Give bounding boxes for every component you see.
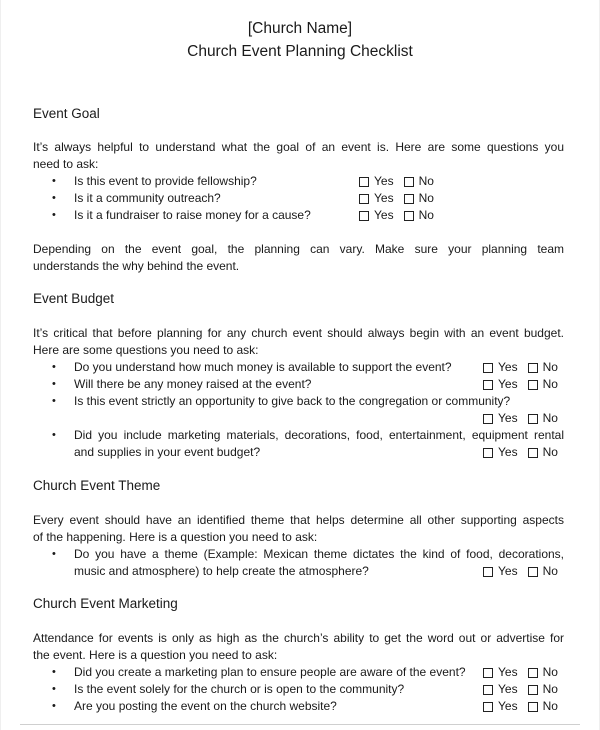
event-marketing-intro: Attendance for events is only as high as the church’s ability to get the word out or advertise for the event. Here is a question you need to ask: — [33, 631, 564, 662]
event-budget-intro: It’s critical that before planning for any church event should always begin with an event budget. Here are some questions you need to ask: — [33, 326, 564, 357]
no-checkbox[interactable] — [528, 567, 538, 577]
yes-option[interactable]: Yes — [359, 173, 394, 190]
yes-checkbox[interactable] — [483, 702, 493, 712]
yes-option[interactable]: Yes — [359, 207, 394, 224]
no-option[interactable]: No — [528, 698, 558, 715]
yes-option[interactable]: Yes — [483, 698, 518, 715]
no-option[interactable]: No — [528, 444, 558, 461]
yes-checkbox[interactable] — [359, 177, 369, 187]
yes-option[interactable]: Yes — [483, 410, 518, 427]
bullet-icon: • — [52, 192, 56, 204]
yes-no-group — [483, 664, 558, 681]
yes-option[interactable]: Yes — [483, 563, 518, 580]
no-checkbox[interactable] — [528, 668, 538, 678]
bullet-icon: • — [52, 548, 56, 560]
question-church-website: Are you posting the event on the church website? — [74, 699, 337, 713]
yes-no-group — [483, 444, 558, 461]
bullet-icon: • — [52, 700, 56, 712]
yes-checkbox[interactable] — [483, 668, 493, 678]
yes-no-group — [483, 563, 558, 580]
no-checkbox[interactable] — [528, 685, 538, 695]
no-checkbox[interactable] — [404, 194, 414, 204]
question-open-to-community: Is the event solely for the church or is open to the community? — [74, 682, 405, 696]
question-marketing-plan: Did you create a marketing plan to ensure people are aware of the event? — [74, 665, 466, 679]
no-option[interactable]: No — [404, 173, 434, 190]
question-money-raised: Will there be any money raised at the event? — [74, 377, 312, 391]
question-outreach: Is it a community outreach? — [74, 191, 221, 205]
yes-checkbox[interactable] — [359, 194, 369, 204]
question-theme: Do you have a theme (Example: Mexican theme dictates the kind of food, decorations, music and atmosphere) to help create the atmosphere? — [74, 547, 564, 578]
bullet-icon: • — [52, 378, 56, 390]
bullet-icon: • — [52, 395, 56, 407]
bullet-icon: • — [52, 209, 56, 221]
section-heading-event-theme: Church Event Theme — [33, 478, 161, 493]
yes-checkbox[interactable] — [483, 685, 493, 695]
yes-no-group — [483, 410, 558, 427]
bullet-icon: • — [52, 666, 56, 678]
yes-option[interactable]: Yes — [359, 190, 394, 207]
yes-checkbox[interactable] — [483, 414, 493, 424]
yes-no-group — [483, 376, 558, 393]
yes-no-group — [359, 173, 434, 190]
bullet-icon: • — [52, 429, 56, 441]
bullet-icon: • — [52, 361, 56, 373]
yes-no-group — [483, 698, 558, 715]
yes-checkbox[interactable] — [483, 448, 493, 458]
section-heading-event-budget: Event Budget — [33, 291, 115, 306]
no-option[interactable]: No — [528, 376, 558, 393]
no-option[interactable]: No — [528, 563, 558, 580]
no-checkbox[interactable] — [528, 363, 538, 373]
yes-option[interactable]: Yes — [483, 664, 518, 681]
yes-option[interactable]: Yes — [483, 681, 518, 698]
section-heading-event-marketing: Church Event Marketing — [33, 596, 178, 611]
bullet-icon: • — [52, 175, 56, 187]
yes-no-group — [359, 207, 434, 224]
event-theme-intro: Every event should have an identified theme that helps determine all other supporting aspects of the happening. Here is a question you need to ask: — [33, 513, 564, 544]
question-marketing-materials: Did you include marketing materials, decorations, food, entertainment, equipment rental and supplies in your event budget? — [74, 428, 564, 459]
no-checkbox[interactable] — [404, 177, 414, 187]
yes-checkbox[interactable] — [359, 211, 369, 221]
event-goal-outro: Depending on the event goal, the planning can vary. Make sure your planning team understands the why behind the event. — [33, 242, 564, 273]
yes-no-group — [359, 190, 434, 207]
yes-option[interactable]: Yes — [483, 376, 518, 393]
no-option[interactable]: No — [528, 410, 558, 427]
no-checkbox[interactable] — [528, 380, 538, 390]
question-money-available: Do you understand how much money is available to support the event? — [74, 360, 452, 374]
yes-checkbox[interactable] — [483, 567, 493, 577]
bullet-icon: • — [52, 683, 56, 695]
yes-checkbox[interactable] — [483, 380, 493, 390]
church-name: [Church Name] — [247, 20, 353, 37]
no-option[interactable]: No — [528, 359, 558, 376]
page-left-edge — [0, 0, 1, 730]
no-checkbox[interactable] — [404, 211, 414, 221]
yes-no-group — [483, 681, 558, 698]
question-fundraiser: Is it a fundraiser to raise money for a cause? — [74, 208, 311, 222]
no-option[interactable]: No — [528, 681, 558, 698]
section-heading-event-goal: Event Goal — [33, 106, 100, 121]
yes-checkbox[interactable] — [483, 363, 493, 373]
yes-no-group — [483, 359, 558, 376]
no-option[interactable]: No — [404, 207, 434, 224]
event-goal-intro: It’s always helpful to understand what the goal of an event is. Here are some questions you need to ask: — [33, 140, 564, 171]
yes-option[interactable]: Yes — [483, 444, 518, 461]
no-option[interactable]: No — [404, 190, 434, 207]
question-give-back: Is this event strictly an opportunity to give back to the congregation or community? — [74, 394, 511, 408]
no-checkbox[interactable] — [528, 702, 538, 712]
question-fellowship: Is this event to provide fellowship? — [74, 174, 257, 188]
document-title: Church Event Planning Checklist — [187, 43, 413, 60]
no-option[interactable]: No — [528, 664, 558, 681]
yes-option[interactable]: Yes — [483, 359, 518, 376]
page-bottom-rule — [20, 724, 580, 725]
no-checkbox[interactable] — [528, 448, 538, 458]
no-checkbox[interactable] — [528, 414, 538, 424]
